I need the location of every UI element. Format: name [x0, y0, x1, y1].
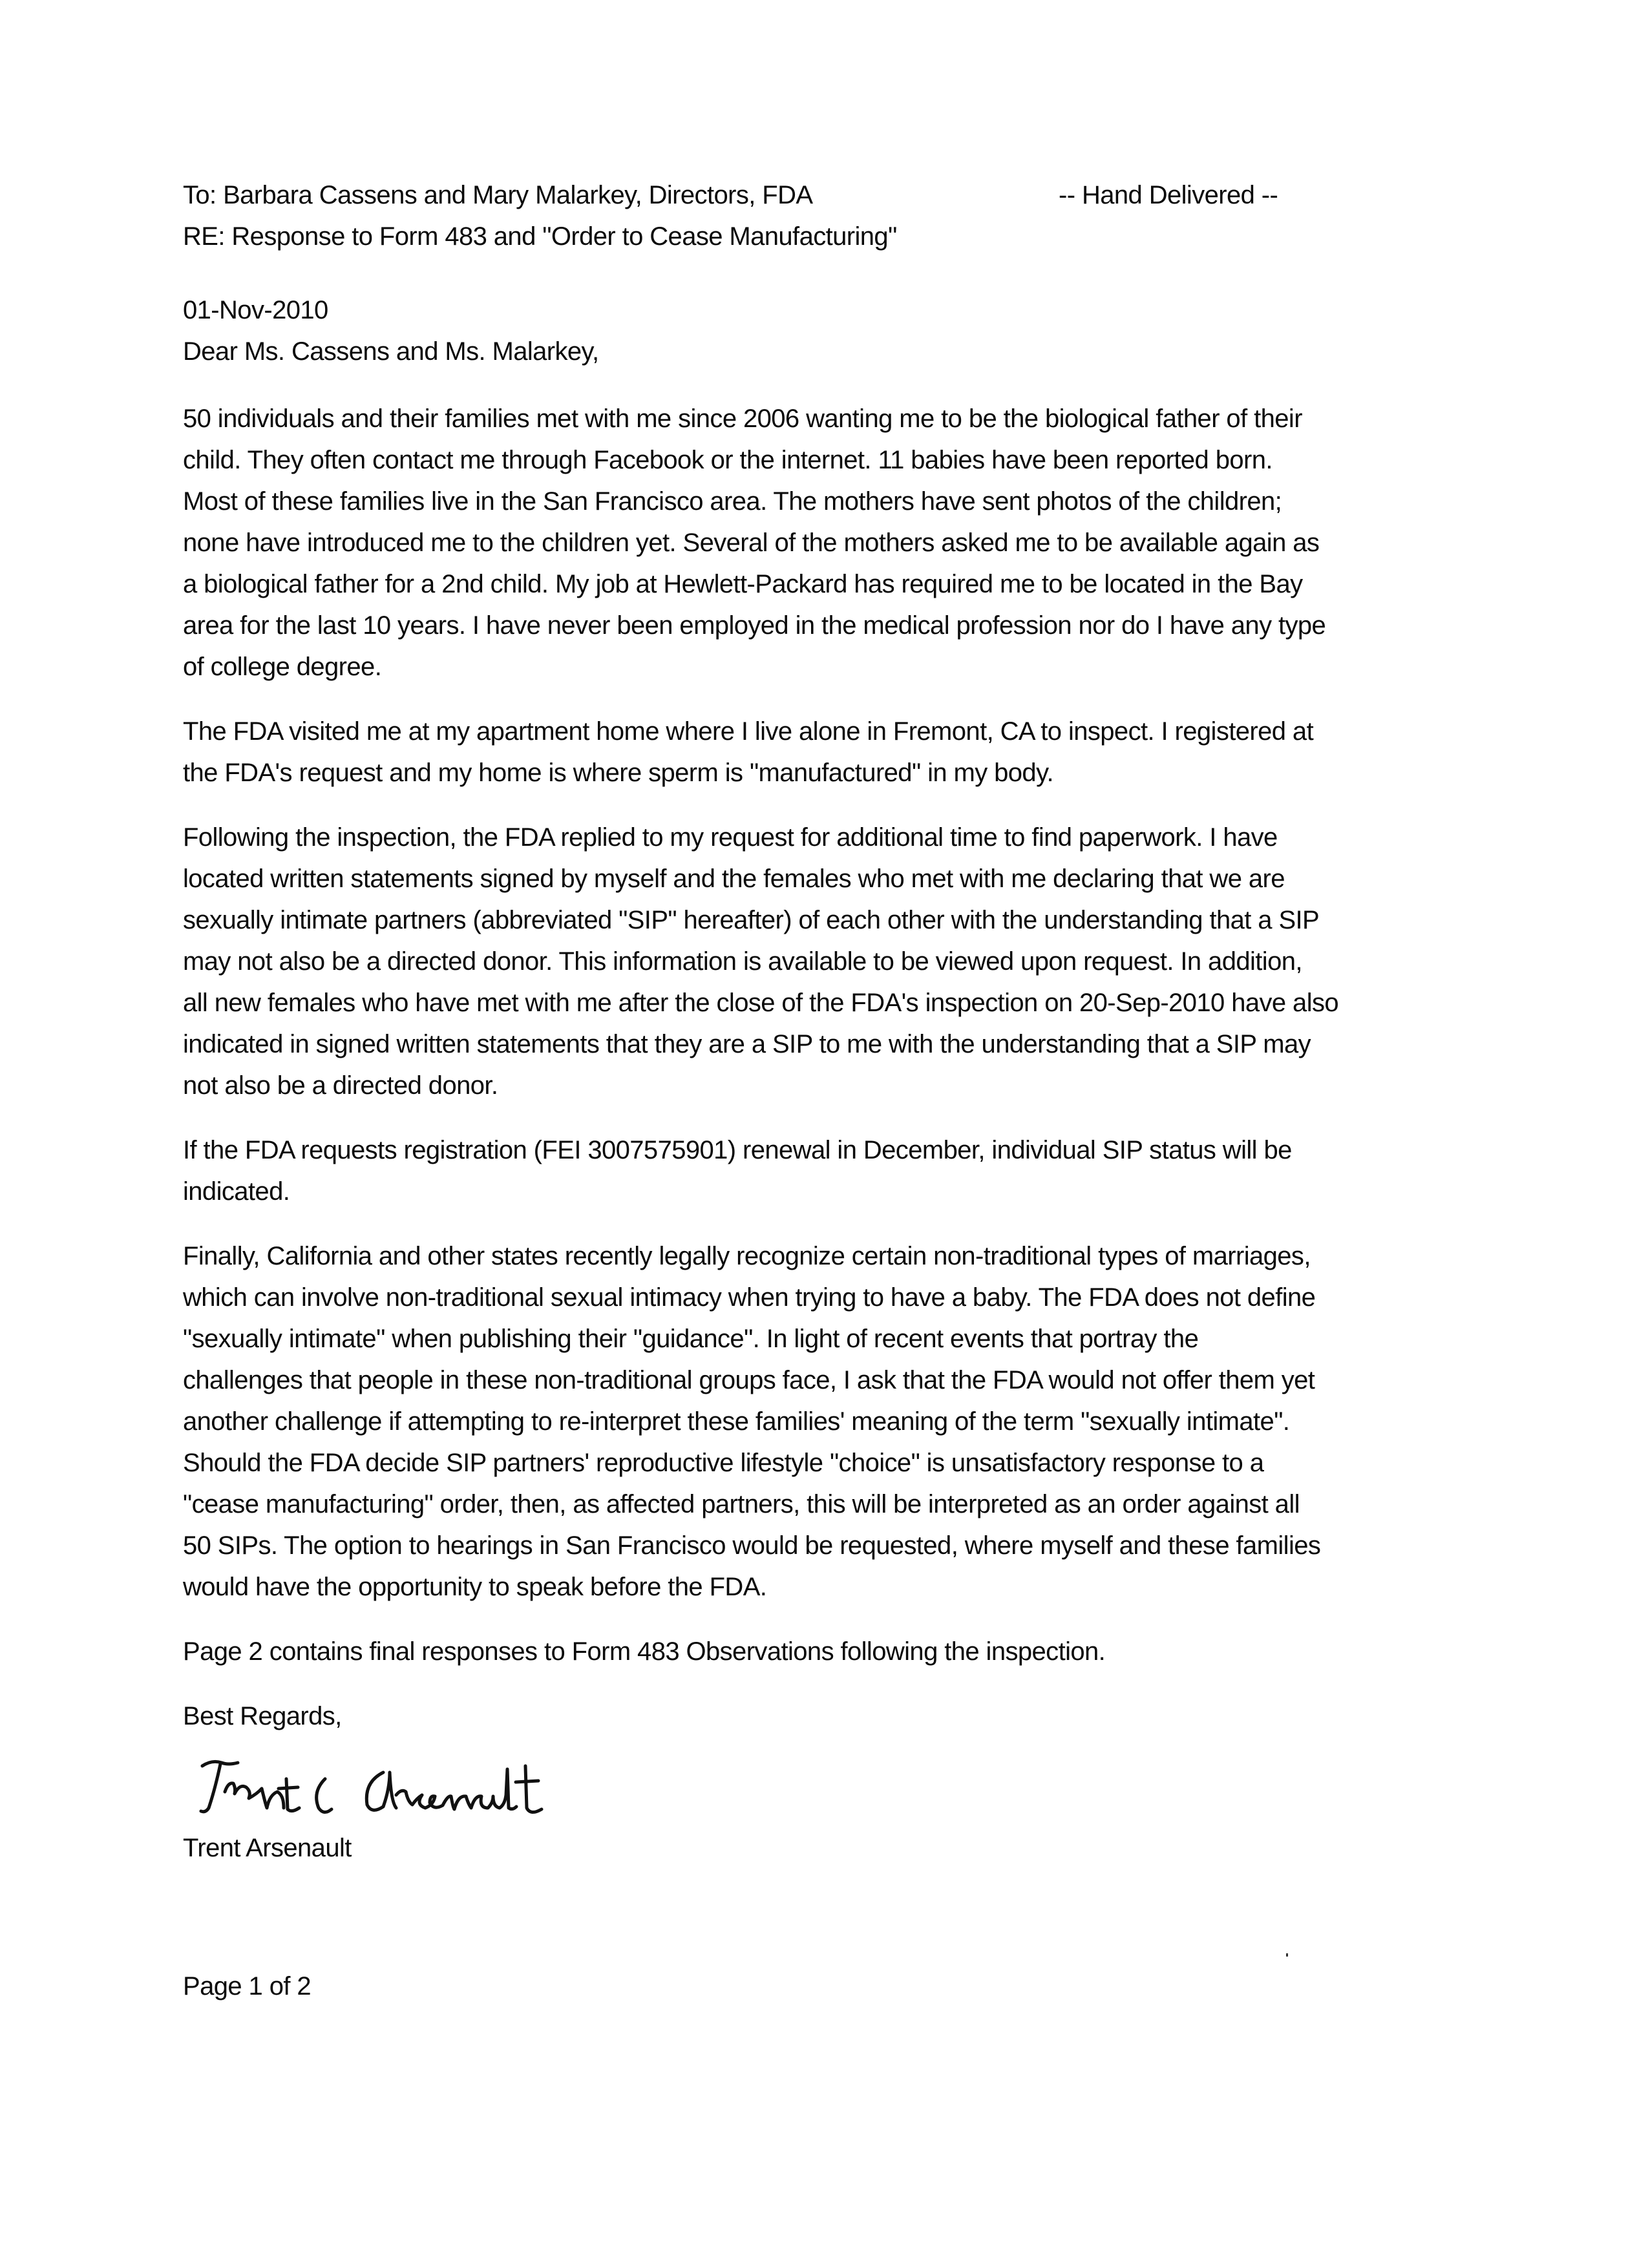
subject-line: RE: Response to Form 483 and "Order to Cease Manufacturing": [183, 222, 897, 251]
recipient: To: Barbara Cassens and Mary Malarkey, Directors, FDA: [183, 181, 813, 209]
paragraph-inspection: [183, 711, 1501, 793]
text-line: of college degree.: [183, 653, 382, 681]
letter-page: [183, 174, 1501, 2007]
scan-speck: [1286, 1953, 1288, 1957]
text-line: The FDA visited me at my apartment home where I live alone in Fremont, CA to inspect. I registered at: [183, 717, 1314, 746]
text-line: which can involve non-traditional sexual intimacy when trying to have a baby. The FDA does not define: [183, 1283, 1316, 1312]
text-line: Most of these families live in the San Francisco area. The mothers have sent photos of the children;: [183, 487, 1282, 516]
typed-name: Trent Arsenault: [183, 1834, 352, 1862]
closing: Best Regards,: [183, 1702, 342, 1730]
text-line: area for the last 10 years. I have never been employed in the medical profession nor do I have any type: [183, 611, 1326, 640]
text-line: Page 2 contains final responses to Form 483 Observations following the inspection.: [183, 1637, 1106, 1666]
text-line: may not also be a directed donor. This information is available to be viewed upon request. In addition,: [183, 947, 1302, 976]
text-line: none have introduced me to the children yet. Several of the mothers asked me to be available again as: [183, 529, 1320, 557]
salutation: Dear Ms. Cassens and Ms. Malarkey,: [183, 337, 599, 366]
paragraph-page2-note: [183, 1631, 1501, 1672]
text-line: indicated.: [183, 1177, 290, 1206]
handwritten-signature: [183, 1743, 1501, 1827]
delivery-note: -- Hand Delivered --: [1059, 181, 1278, 209]
text-line: "cease manufacturing" order, then, as affected partners, this will be interpreted as an order against all: [183, 1490, 1300, 1518]
text-line: If the FDA requests registration (FEI 3007575901) renewal in December, individual SIP status will be: [183, 1136, 1292, 1164]
text-line: another challenge if attempting to re-interpret these families' meaning of the term "sexually intimate".: [183, 1407, 1290, 1436]
text-line: not also be a directed donor.: [183, 1071, 498, 1100]
letter-date: 01-Nov-2010: [183, 296, 328, 324]
text-line: Should the FDA decide SIP partners' reproductive lifestyle "choice" is unsatisfactory response to a: [183, 1449, 1264, 1477]
text-line: indicated in signed written statements that they are a SIP to me with the understanding that a SIP may: [183, 1030, 1311, 1058]
text-line: child. They often contact me through Facebook or the internet. 11 babies have been reported born.: [183, 446, 1273, 474]
text-line: sexually intimate partners (abbreviated "SIP" hereafter) of each other with the understanding that a SIP: [183, 906, 1320, 934]
text-line: "sexually intimate" when publishing their "guidance". In light of recent events that portray the: [183, 1325, 1199, 1353]
paragraph-registration: [183, 1129, 1501, 1212]
text-line: all new females who have met with me after the close of the FDA's inspection on 20-Sep-2010 have also: [183, 989, 1339, 1017]
text-line: Following the inspection, the FDA replied to my request for additional time to find paperwork. I have: [183, 823, 1278, 852]
text-line: 50 SIPs. The option to hearings in San Francisco would be requested, where myself and these families: [183, 1531, 1321, 1560]
page-indicator: Page 1 of 2: [183, 1972, 312, 2000]
text-line: located written statements signed by myself and the females who met with me declaring that we are: [183, 865, 1285, 893]
paragraph-conclusion: [183, 1235, 1501, 1608]
text-line: Finally, California and other states recently legally recognize certain non-traditional types of marriages,: [183, 1242, 1311, 1270]
paragraph-statements: [183, 817, 1501, 1106]
signature-icon: [189, 1743, 642, 1821]
recipient-line: [183, 174, 1501, 216]
text-line: a biological father for a 2nd child. My job at Hewlett-Packard has required me to be located in the Bay: [183, 570, 1303, 598]
paragraph-background: [183, 398, 1501, 688]
text-line: would have the opportunity to speak before the FDA.: [183, 1573, 767, 1601]
text-line: the FDA's request and my home is where sperm is "manufactured" in my body.: [183, 759, 1054, 787]
text-line: challenges that people in these non-traditional groups face, I ask that the FDA would not offer them yet: [183, 1366, 1315, 1394]
text-line: 50 individuals and their families met with me since 2006 wanting me to be the biological father of their: [183, 404, 1302, 433]
